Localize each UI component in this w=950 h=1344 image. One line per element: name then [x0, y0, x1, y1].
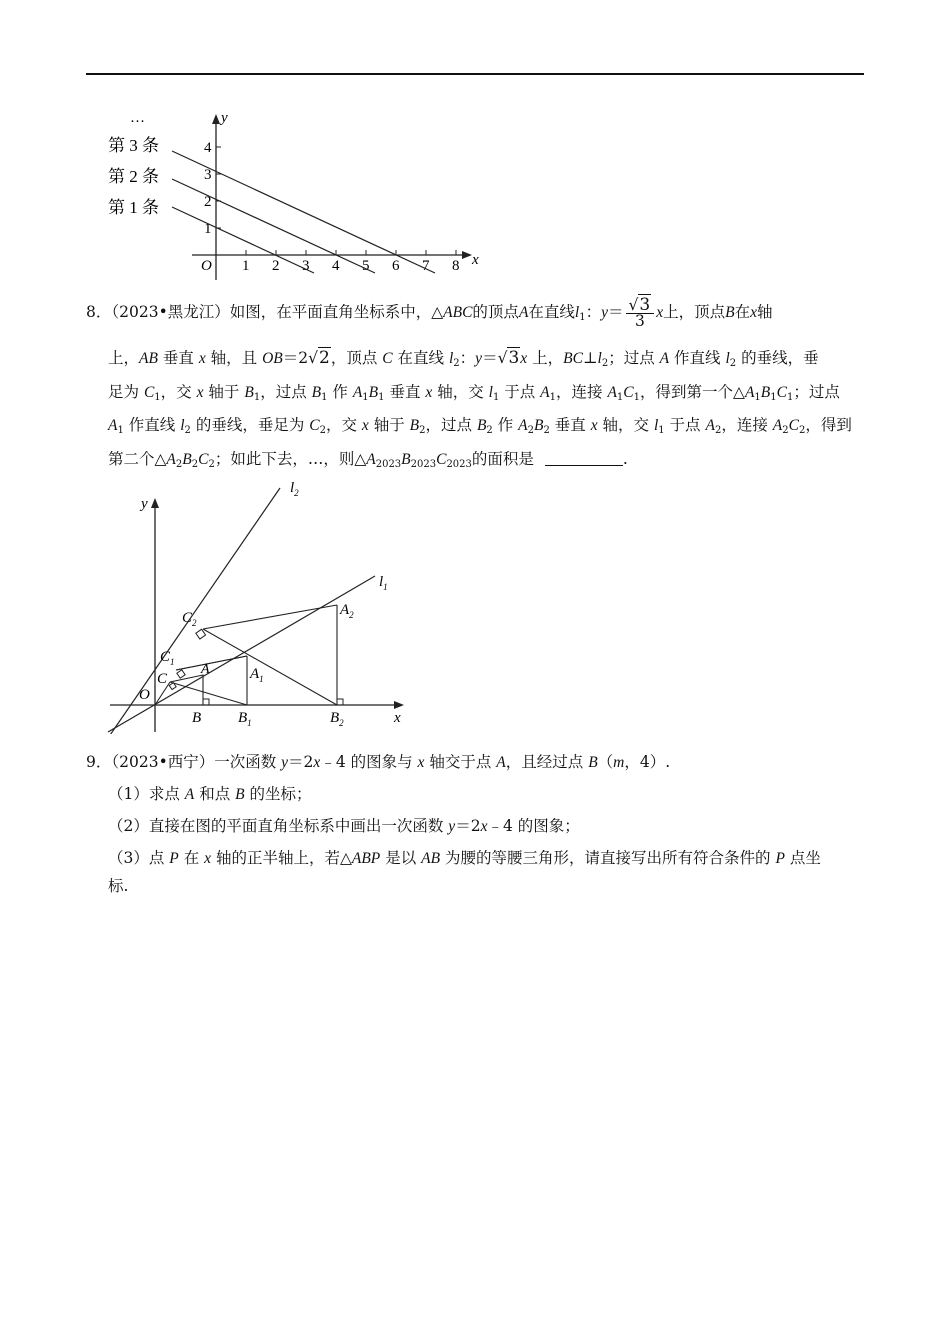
- x-tick-8: 8: [452, 258, 460, 274]
- x-tick-2: 2: [272, 258, 280, 274]
- right-angle-C1: [177, 670, 185, 678]
- y-ticks: [216, 147, 221, 228]
- q9-part-1: （1）求点 A 和点 B 的坐标；: [108, 785, 312, 803]
- segment-A2C2: [203, 605, 337, 629]
- segment-A1-B2: [176, 656, 247, 670]
- y-axis-arrow: [212, 114, 220, 124]
- q8-line-1: 8．（2023•黑龙江）如图，在平面直角坐标系中，△ABC的顶点A在直线$l_1$：y＝ $\frac{√3}{3}$ x上，顶点B在x轴: [86, 294, 773, 330]
- y-axis-arrow: [151, 498, 159, 508]
- right-angle-B2: [337, 699, 343, 705]
- q9-part-3: （3）点 P 在 x 轴的正半轴上，若△ABP 是以 AB 为腰的等腰三角形，请直接写出所有符合条件的 P 点坐: [108, 849, 821, 867]
- q8-line-2: 上，AB 垂直 x 轴，且 OB＝2√2，顶点 C 在直线 $l_2$：y＝√3x 上，$BC\perp l_2$；过点 A 作直线 $l_2$ 的垂线，垂: [108, 348, 819, 369]
- q9-stem: 9．（2023•西宁）一次函数 y＝2x﹣4 的图象与 x 轴交于点 A，且经过点 B（m，4）.: [86, 753, 671, 771]
- q8-line-3: 足为 $C_1$，交 x 轴于 $B_1$，过点 $B_1$ 作 $A_1B_1$ 垂直 x 轴，交 $l_1$ 于点 $A_1$，连接 $A_1C_1$，得到第一个$\triangle A_1B_1C_1$；过点: [108, 383, 840, 403]
- label-A: A: [201, 662, 210, 677]
- x-tick-7: 7: [422, 258, 430, 274]
- q9-part-2: （2）直接在图的平面直角坐标系中画出一次函数 y＝2x﹣4 的图象；: [108, 817, 580, 835]
- label-B1: $B_1$: [238, 710, 252, 728]
- label-l1: $l_1$: [379, 574, 388, 592]
- row-label-2: 第 2 条: [108, 167, 159, 186]
- label-B: B: [192, 710, 202, 726]
- q8-line-4: $A_1$ 作直线 $l_2$ 的垂线，垂足为 $C_2$，交 x 轴于 $B_2$，过点 $B_2$ 作 $A_2B_2$ 垂直 x 轴，交 $l_1$ 于点 $A_2$，连接 $A_2C_2$，得到: [108, 416, 852, 436]
- label-B2: $B_2$: [330, 710, 344, 728]
- right-angle-B: [203, 699, 209, 705]
- segment-C2B2: [203, 629, 337, 705]
- y-tick-3: 3: [204, 167, 212, 183]
- figure-1-line-graph: [100, 100, 500, 280]
- label-x: x: [394, 710, 401, 726]
- answer-blank[interactable]: [545, 449, 623, 466]
- label-C: C: [157, 671, 168, 687]
- label-C1: $C_1$: [160, 649, 175, 667]
- y-tick-2: 2: [204, 194, 212, 210]
- y-axis-label: y: [221, 110, 228, 126]
- label-A2: $A_2$: [340, 602, 354, 620]
- figure-2-geometry: [100, 476, 420, 734]
- x-axis-label: x: [472, 252, 479, 268]
- row-label-1: 第 1 条: [108, 198, 159, 217]
- label-O: O: [139, 687, 150, 703]
- sqrt-3: √3: [497, 348, 520, 368]
- row-label-3: 第 3 条: [108, 136, 159, 155]
- label-y: y: [141, 496, 148, 512]
- x-axis-arrow: [462, 251, 472, 259]
- x-tick-5: 5: [362, 258, 370, 274]
- origin-label: O: [201, 258, 212, 274]
- fraction-sqrt3-over-3: $\frac{√3}{3}$: [626, 298, 655, 329]
- sqrt-2: √2: [308, 348, 330, 368]
- x-tick-3: 3: [302, 258, 310, 274]
- label-l2: $l_2$: [290, 480, 299, 498]
- ellipsis: …: [130, 110, 145, 126]
- x-ticks: [246, 250, 456, 255]
- x-tick-1: 1: [242, 258, 250, 274]
- line-l1: [108, 576, 375, 732]
- y-tick-4: 4: [204, 140, 212, 156]
- right-angle-C2: [196, 629, 206, 639]
- header-rule: [86, 73, 864, 75]
- line-l2: [108, 488, 280, 734]
- x-axis-arrow: [394, 701, 404, 709]
- q8-number: 8．: [86, 303, 112, 321]
- x-tick-4: 4: [332, 258, 340, 274]
- label-A1: $A_1$: [250, 666, 264, 684]
- y-tick-1: 1: [204, 221, 212, 237]
- x-tick-6: 6: [392, 258, 400, 274]
- q8-line-5: 第二个$\triangle A_2B_2C_2$；如此下去，…，则$\triangle A_{2023}B_{2023}C_{2023}$的面积是 .: [108, 450, 628, 470]
- label-C2: $C_2$: [182, 610, 197, 628]
- q9-number: 9．: [86, 753, 112, 771]
- q9-part-3-cont: 标.: [108, 877, 129, 895]
